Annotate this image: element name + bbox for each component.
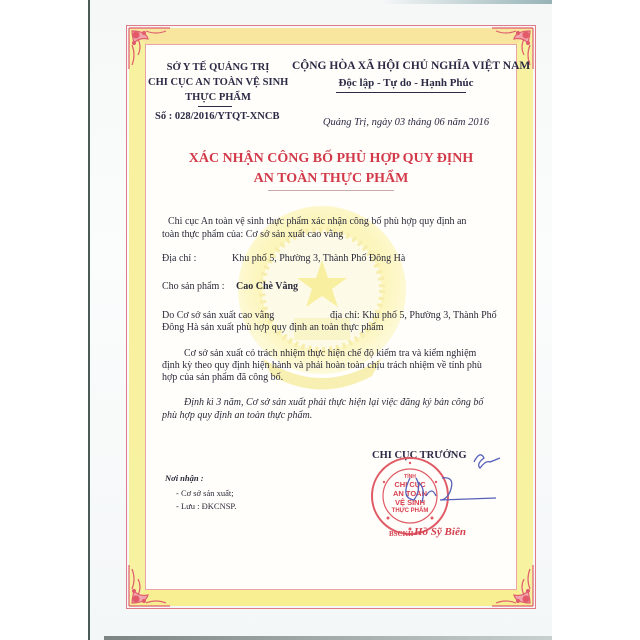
handwritten-signature-icon bbox=[396, 448, 506, 516]
document-number: Số : 028/2016/YTQT-XNCB bbox=[155, 111, 280, 122]
recipient-item: - Cơ sở sản xuất; bbox=[176, 488, 234, 498]
floral-corner-ornament-icon bbox=[126, 563, 172, 609]
floral-corner-ornament-icon bbox=[490, 563, 536, 609]
national-title: CỘNG HÒA XÃ HỘI CHỦ NGHĨA VIỆT NAM bbox=[292, 60, 531, 72]
renewal-text-line-2: phù hợp quy định an toàn thực phẩm. bbox=[162, 410, 313, 421]
authority-line-2: CHI CỤC AN TOÀN VỆ SINH bbox=[148, 77, 289, 88]
seal-line: CHI CỤC bbox=[394, 480, 426, 489]
signatory-degree: BSCKII bbox=[389, 530, 414, 538]
national-motto: Độc lập - Tự do - Hạnh Phúc bbox=[338, 77, 474, 89]
authority-line-1: SỞ Y TẾ QUẢNG TRỊ bbox=[166, 62, 270, 73]
title-underline bbox=[268, 190, 394, 191]
document-title-line-1: XÁC NHẬN CÔNG BỐ PHÙ HỢP QUY ĐỊNH bbox=[188, 151, 474, 166]
responsibility-text-line-1: Cơ sở sản xuất có trách nhiệm thực hiện chế độ kiểm tra và kiểm nghiệm bbox=[184, 348, 477, 359]
place-and-date: Quảng Trị, ngày 03 tháng 06 năm 2016 bbox=[322, 117, 490, 128]
intro-text-line-2: toàn thực phẩm của: Cơ sở sản xuất cao vằng bbox=[162, 229, 344, 240]
responsibility-text-line-2: định kỳ theo quy định hiện hành và phải hoàn toàn chịu trách nhiệm về tính phù bbox=[162, 360, 482, 371]
signatory-title: CHI CỤC TRƯỞNG bbox=[372, 450, 467, 461]
conformity-text-line-2: Đông Hà sản xuất phù hợp quy định an toàn thực phẩm bbox=[162, 322, 384, 333]
intro-text-line-1: Chi cục An toàn vệ sinh thực phẩm xác nhận công bố phù hợp quy định an bbox=[168, 216, 467, 227]
recipients-label: Nơi nhận : bbox=[165, 473, 204, 483]
authority-underline bbox=[198, 106, 232, 107]
seal-line: VỆ SINH bbox=[394, 498, 425, 507]
conformity-text-line-1b: địa chỉ: Khu phố 5, Phường 3, Thành Phố bbox=[330, 310, 497, 321]
bottom-edge-shadow bbox=[104, 636, 552, 640]
product-label: Cho sản phẩm : bbox=[162, 281, 225, 292]
seal-top-text: TỈNH bbox=[404, 474, 416, 480]
renewal-text-line-1: Định kì 3 năm, Cơ sở sản xuất phải thực hiện lại việc đăng ký bản công bố bbox=[184, 397, 484, 408]
document-title-line-2: AN TOÀN THỰC PHẨM bbox=[253, 171, 409, 186]
seal-line: AN TOÀN bbox=[392, 489, 428, 498]
product-value: Cao Chè Vằng bbox=[236, 281, 299, 292]
issuing-authority bbox=[148, 60, 288, 105]
seal-line: THỰC PHẨM bbox=[391, 508, 429, 514]
conformity-text-line-1a: Do Cơ sở sản xuất cao vằng bbox=[162, 310, 275, 321]
motto-underline bbox=[336, 92, 466, 93]
paper-edge-shadow bbox=[380, 0, 552, 4]
address-label: Địa chỉ : bbox=[162, 253, 197, 264]
responsibility-text-line-3: hợp của sản phẩm đã công bố. bbox=[162, 372, 284, 383]
authority-line-3: THỰC PHẨM bbox=[185, 92, 251, 103]
recipient-item: - Lưu : ĐKCNSP. bbox=[176, 501, 237, 511]
signatory-name: Hồ Sỹ Biên bbox=[414, 526, 466, 538]
address-value: Khu phố 5, Phường 3, Thành Phố Đông Hà bbox=[232, 253, 406, 264]
